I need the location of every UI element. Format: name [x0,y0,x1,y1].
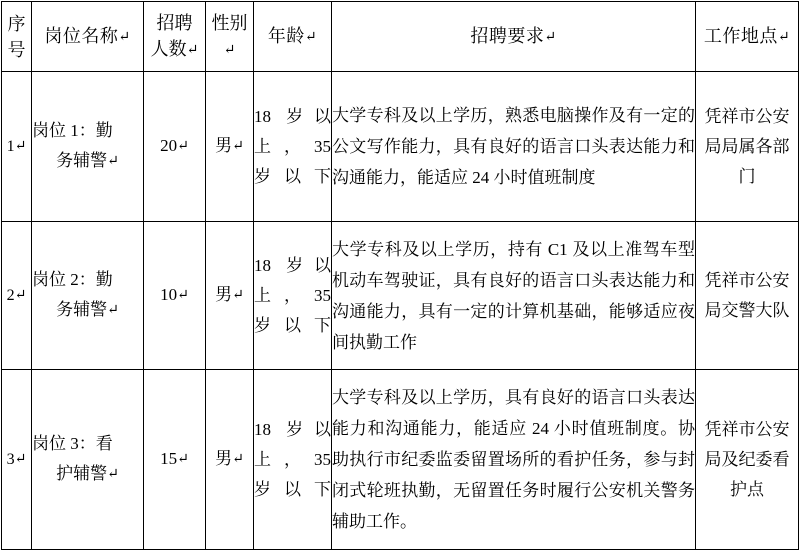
table-row [2,222,799,370]
post-name-line-1: 岗位 1：勤 [32,121,113,140]
post-name-line-2 [32,295,143,326]
row-index [2,72,32,222]
paragraph-mark-icon: ↵ [232,288,244,303]
column-header-recruit-count [144,2,206,72]
post-name-line-2 [32,459,143,490]
requirements-text: 大学专科及以上学历，具有良好的语言口头表达能力和沟通能力，能适应 24 小时值班制度。协助执行市纪委监委留置场所的看护任务，参与封闭式轮班执勤，无留置任务时履行公安机关警务辅助工作。 [332,388,695,531]
requirements-text: 大学专科及以上学历，熟悉电脑操作及有一定的公文写作能力，具有良好的语言口头表达能力和沟通能力，能适应 24 小时值班制度 [332,106,695,187]
row-index-value: 1 [6,137,15,155]
row-index-value: 2 [6,286,15,304]
location-line-1: 凭祥市公安 [704,419,790,439]
row-requirements [332,72,696,222]
age-line-2: 上，35 [254,136,331,156]
row-index-value: 3 [6,450,15,468]
location-line-2: 局交警大队 [704,300,790,320]
row-post-name [32,370,144,550]
age-line-3: 岁以下 [254,166,331,186]
age-line-2: 上，35 [254,449,331,469]
column-header-index [2,2,32,72]
row-post-name [32,222,144,370]
column-header-age [254,2,332,72]
header-line-1: 招聘 [156,12,193,33]
row-work-location [696,222,799,370]
paragraph-mark-icon: ↵ [107,467,119,482]
row-gender [206,222,254,370]
post-name-line-2-text: 护辅警 [56,464,108,483]
paragraph-mark-icon: ↵ [107,154,119,169]
age-line-3: 岁以下 [254,479,331,499]
header-line-2: 人数 [150,38,187,59]
paragraph-mark-icon: ↵ [177,139,189,154]
header-text: 工作地点 [703,25,778,46]
paragraph-mark-icon: ↵ [304,29,318,45]
header-text: 岗位名称 [44,25,119,46]
table-header-row [2,2,799,72]
post-name-line-1: 岗位 3：看 [32,434,113,453]
header-line-2: 号 [7,39,26,60]
row-requirements [332,222,696,370]
post-name-line-2 [32,146,143,177]
row-post-name [32,72,144,222]
column-header-post-name [32,2,144,72]
paragraph-mark-icon: ↵ [232,452,244,467]
row-recruit-count [144,72,206,222]
row-work-location [696,72,799,222]
row-recruit-count [144,370,206,550]
paragraph-mark-icon: ↵ [107,303,119,318]
post-name-line-2-text: 务辅警 [56,151,108,170]
paragraph-mark-icon: ↵ [186,42,199,58]
row-age [254,370,332,550]
row-recruit-count [144,222,206,370]
location-line-2: 局局属各部 [704,136,790,156]
paragraph-mark-icon: ↵ [14,287,27,303]
age-line-2: 上，35 [254,285,331,305]
header-text: 性别 [211,12,248,33]
row-index [2,222,32,370]
row-work-location [696,370,799,550]
paragraph-mark-icon: ↵ [177,452,189,467]
recruit-count-value: 15 [160,449,178,468]
paragraph-mark-icon: ↵ [544,29,557,45]
row-requirements [332,370,696,550]
gender-value: 男 [215,285,233,304]
row-gender [206,370,254,550]
row-age [254,72,332,222]
header-text: 招聘要求 [470,25,545,46]
location-line-3: 门 [738,166,756,186]
location-line-2: 局及纪委看 [704,449,790,469]
paragraph-mark-icon: ↵ [14,138,27,154]
location-line-3: 护点 [730,479,764,499]
post-name-line-2-text: 务辅警 [56,300,108,319]
paragraph-mark-icon: ↵ [177,288,189,303]
gender-value: 男 [215,136,233,155]
post-name-line-1: 岗位 2：勤 [32,270,113,289]
location-line-1: 凭祥市公安 [704,270,790,290]
recruitment-table [1,1,799,550]
document-page [0,1,799,550]
table-row [2,72,799,222]
age-line-3: 岁以下 [254,315,331,335]
paragraph-mark-icon: ↵ [118,29,131,45]
row-gender [206,72,254,222]
header-text: 年龄 [267,25,305,46]
column-header-work-location [696,2,799,72]
paragraph-mark-icon: ↵ [777,29,791,45]
column-header-gender [206,2,254,72]
age-line-1: 18 岁以 [254,255,331,275]
paragraph-mark-icon: ↵ [14,451,27,467]
age-line-1: 18 岁以 [254,419,331,439]
header-line-1: 序 [7,13,26,34]
row-age [254,222,332,370]
row-index [2,370,32,550]
requirements-text: 大学专科及以上学历，持有 C1 及以上准驾车型机动车驾驶证，具有良好的语言口头表达能力和沟通能力，具有一定的计算机基础，能够适应夜间执勤工作 [332,239,695,352]
paragraph-mark-icon: ↵ [223,42,236,58]
paragraph-mark-icon: ↵ [232,139,244,154]
gender-value: 男 [215,449,233,468]
table-row [2,370,799,550]
recruit-count-value: 10 [160,285,178,304]
recruit-count-value: 20 [160,136,178,155]
age-line-1: 18 岁以 [254,106,331,126]
location-line-1: 凭祥市公安 [704,106,790,126]
column-header-requirements [332,2,696,72]
